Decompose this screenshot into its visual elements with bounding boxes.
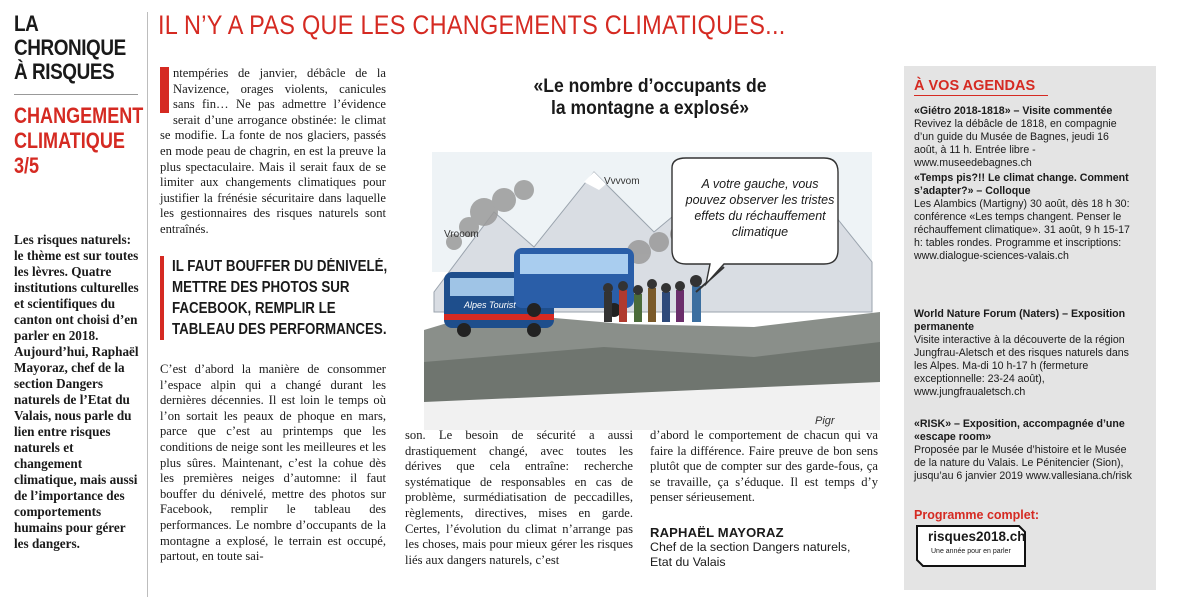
- agenda-item-body: Les Alambics (Martigny) 30 août, dès 18 h 30: conférence «Les temps changent. Penser le réchauffement climatique». 31 août, 9 h 15-17 h: tables rondes. Programme et inscriptions: www.dialogue-sciences-valais.ch: [914, 198, 1130, 262]
- logo-text: risques2018.ch: [928, 529, 1026, 544]
- agenda-item: [914, 308, 1135, 399]
- agenda-item-body: Visite interactive à la découverte de la région Jungfrau-Aletsch et des risques naturels dans les Alpes. Ma-di 10 h-17 h (fermeture exceptionnelle: 23-24 août), www.jungfraualetsch.ch: [914, 334, 1129, 398]
- left-column: [14, 11, 144, 552]
- program-label: Programme complet:: [914, 508, 1040, 522]
- cartoon-signature: Pigr: [815, 415, 835, 427]
- lead-paragraph: Les risques naturels: le thème est sur toutes les lèvres. Quatre institutions culturelles et scientifiques du canton ont choisi d’en parler en 2018. Aujourd’hui, Raphaël Mayoraz, chef de la section Dangers naturels de l’Etat du Valais, nous parle du lien entre risques naturels et changement climatique, mais aussi de l’importance des comportements humains pour gérer les dangers.: [14, 232, 139, 551]
- rubric-title: LA CHRONIQUE À RISQUES: [14, 11, 126, 84]
- agenda-item-title: «Giétro 2018-1818» – Visite commentée: [914, 105, 1113, 117]
- headline: IL N’Y A PAS QUE LES CHANGEMENTS CLIMATIQUES...: [158, 10, 786, 40]
- author-role-line-2: Etat du Valais: [650, 555, 726, 569]
- agenda-item-body: Proposée par le Musée d’histoire et le Musée de la nature du Valais. Le Pénitencier (Sion), jusqu’au 6 janvier 2019 www.vallesiana.ch/risk: [914, 444, 1132, 482]
- author-block: [650, 525, 850, 570]
- article-column-1-bottom: C’est d’abord la manière de consommer l’espace alpin qui a changé durant les dernières décennies. Il est loin le temps où l’on sortait les peaux de phoque en mars, parce que c’est au printemps que les conditions de neige sont les meilleures et les plus sûres. Maintenant, c’est la cohue dès les premières neiges d’automne: il faut bouffer du dénivelé, mettre des photos sur Facebook, remplir le tableau des performances. Le nombre d’occupants de la montagne a explosé, le terrain est occupé, partout, en toute sai-: [160, 362, 386, 564]
- author-role-line-1: Chef de la section Dangers naturels,: [650, 540, 851, 554]
- agenda-item: [914, 172, 1135, 263]
- series-title: CHANGEMENT CLIMATIQUE 3/5: [14, 103, 144, 178]
- author-name: RAPHAËL MAYORAZ: [650, 525, 784, 540]
- agenda-title: À VOS AGENDAS: [914, 78, 1036, 94]
- agenda-title-underline: [914, 95, 1048, 96]
- article-column-3: d’abord le comportement de chacun qui va faire la différence. Faire preuve de bon sens plutôt que de compter sur des garde-fous, ça se travaille, ça s’éduque. Il est temps d’y penser sérieusement.: [650, 428, 878, 505]
- agenda-item: [914, 105, 1135, 170]
- article-column-1-top: [160, 66, 386, 238]
- pull-quote-text: IL FAUT BOUFFER DU DÉNIVELÉ, METTRE DES PHOTOS SUR FACEBOOK, REMPLIR LE TABLEAU DES PERFORMANCES.: [172, 258, 388, 338]
- pull-quote: [160, 256, 396, 340]
- logo-subtitle: Une année pour en parler: [931, 548, 1011, 555]
- guide-speech-bubble: A votre gauche, vous pouvez observer les tristes effets du réchauffement climatique: [685, 177, 835, 239]
- divider: [14, 94, 138, 95]
- agenda-item-title: «Temps pis?!! Le climat change. Comment s’adapter?» – Colloque: [914, 172, 1129, 197]
- column-divider: [147, 12, 148, 597]
- article-text: ntempéries de janvier, débâcle de la Navizence, orages violents, canicules sans fin… Ne pas admettre l’évidence serait d’une arrogance obstinée: le climat se modifie. La fonte de nos glaciers, passés en mode peau de chagrin, en est la preuve la plus spectaculaire. Mais il serait faux de se limiter aux changements climatiques pour justifier la frénésie sécuritaire dans laquelle les gestionnaires des risques naturels sont entraînés.: [160, 66, 386, 236]
- cartoon-caption: «Le nombre d’occupants de la montagne a explosé»: [533, 75, 767, 119]
- smoke-sound-2: Vvvvom: [604, 176, 640, 187]
- smoke-sound-1: Vrooom: [444, 229, 479, 240]
- agenda-item-title: «RISK» – Exposition, accompagnée d’une «escape room»: [914, 418, 1125, 443]
- article-column-2: son. Le besoin de sécurité a aussi drastiquement changé, avec toutes les dérives que cela entraîne: recherche systématique de responsables en cas de problème, surmédiatisation de peccadilles, règlements, directives, mises en garde. Certes, l’évolution du climat n’arrange pas les choses, mais pour mieux gérer les risques liés aux dangers naturels, c’est: [405, 428, 633, 567]
- agenda-item-body: Revivez la débâcle de 1818, en compagnie d’un guide du Musée de Bagnes, jeudi 16 août, à 11 h. Entrée libre - www.museedebagnes.ch: [914, 118, 1117, 169]
- agenda-item-title: World Nature Forum (Naters) – Exposition permanente: [914, 308, 1126, 333]
- bus-label: Alpes Tourist: [464, 300, 516, 310]
- agenda-item: [914, 418, 1135, 483]
- drop-cap: [160, 67, 169, 113]
